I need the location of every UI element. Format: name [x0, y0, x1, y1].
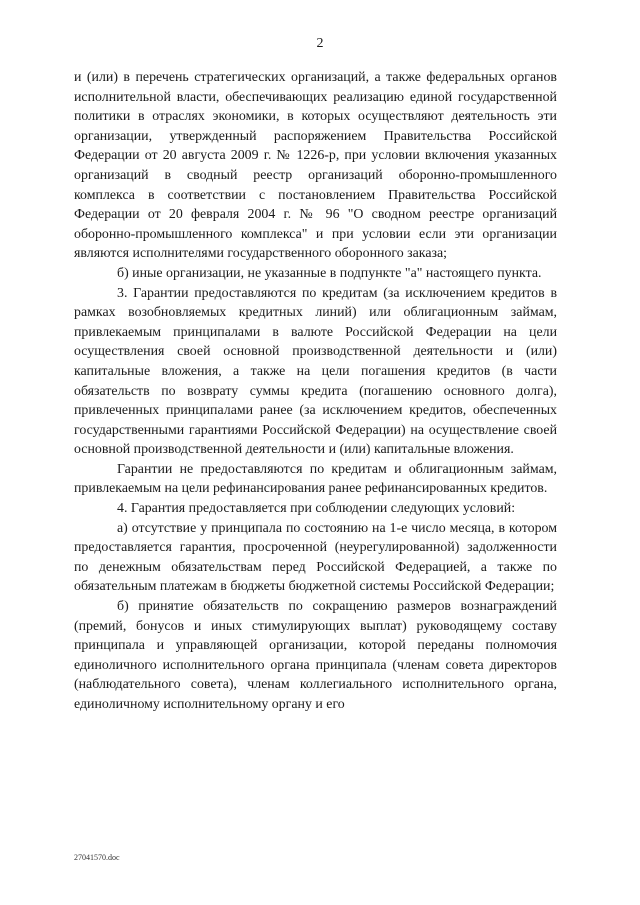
- document-body: [74, 68, 557, 715]
- page-number: 2: [316, 36, 324, 51]
- paragraph-continuation: и (или) в перечень стратегических организаций, а также федеральных органов исполнительной власти, обеспечивающих реализацию единой государственной политики в отраслях экономики, в которых осуществляют деятельность эти организации, утвержденный распоряжением Правительства Российской Федерации от 20 августа 2009 г. № 1226-р, при условии включения указанных организаций в сводный реестр организаций оборонно-промышленного комплекса в соответствии с постановлением Правительства Российской Федерации от 20 февраля 2004 г. № 96 "О сводном реестре организаций оборонно-промышленного комплекса" и при условии если эти организации являются исполнителями государственного оборонного заказа;: [74, 70, 557, 262]
- paragraph-item-b: б) иные организации, не указанные в подпункте "а" настоящего пункта.: [117, 265, 542, 281]
- paragraph-4b: б) принятие обязательств по сокращению размеров вознаграждений (премий, бонусов и иных стимулирующих выплат) руководящему составу принципала и управляющей организации, которой переданы полномочия единоличного исполнительного органа принципала (членам совета директоров (наблюдательного совета), членам коллегиального исполнительного органа, единоличному исполнительному органу и его: [74, 599, 557, 712]
- paragraph-3: 3. Гарантии предоставляются по кредитам (за исключением кредитов в рамках возобновляемых кредитных линий) или облигационным займам, привлекаемым принципалами в валюте Российской Федерации на цели осуществления своей основной производственной деятельности и (или) капитальные вложения, а также на цели погашения кредитов (в части обязательств по возврату суммы кредита (погашению основного долга), привлеченных принципалами ранее (за исключением кредитов, обеспеченных государственными гарантиями Российской Федерации) на осуществление своей основной производственной деятельности и (или) капитальные вложения.: [74, 285, 557, 458]
- footer-doc-code: 27041570.doc: [74, 853, 120, 862]
- paragraph-4: 4. Гарантия предоставляется при соблюдении следующих условий:: [117, 501, 516, 517]
- paragraph-4a: а) отсутствие у принципала по состоянию на 1-е число месяца, в котором предоставляется гарантия, просроченной (неурегулированной) задолженности по денежным обязательствам перед Российской Федерацией, а также по обязательным платежам в бюджеты бюджетной системы Российской Федерации;: [74, 520, 557, 595]
- paragraph-guarantees-not-provided: Гарантии не предоставляются по кредитам и облигационным займам, привлекаемым на цели рефинансирования ранее рефинансированных кредитов.: [74, 461, 557, 497]
